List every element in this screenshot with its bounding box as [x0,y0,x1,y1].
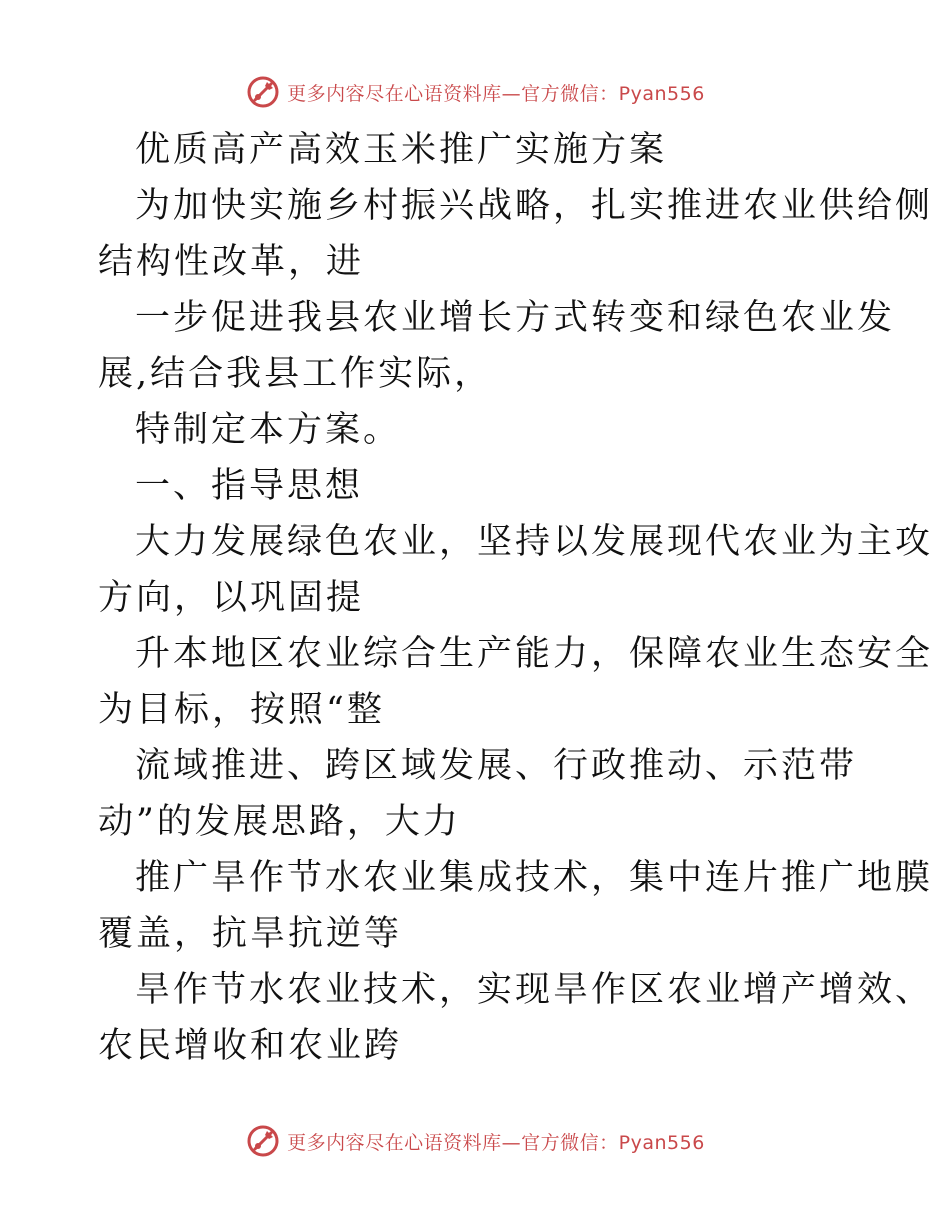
document-title: 优质高产高效玉米推广实施方案 [135,130,668,170]
text-line: 覆盖，抗旱抗逆等 [98,914,403,954]
footer-watermark [0,1121,950,1161]
header-watermark [0,72,950,112]
document-body [98,122,934,1074]
text-line: 动”的发展思路，大力 [98,802,461,842]
text-line: 升本地区农业综合生产能力，保障农业生态安全 [135,634,934,674]
text-line: 一步促进我县农业增长方式转变和绿色农业发 [135,298,896,338]
text-line: 特制定本方案。 [135,410,402,450]
text-line: 农民增收和农业跨 [98,1026,403,1066]
watermark-logo-icon [245,74,281,110]
text-line: 为加快实施乡村振兴战略，扎实推进农业供给侧 [135,186,934,226]
watermark-text: 更多内容尽在心语资料库—官方微信：Pyan556 [287,82,705,105]
watermark-logo-icon [245,1123,281,1159]
text-line: 推广旱作节水农业集成技术，集中连片推广地膜 [135,858,934,898]
text-line: 流域推进、跨区域发展、行政推动、示范带 [135,746,858,786]
text-line: 大力发展绿色农业，坚持以发展现代农业为主攻 [135,522,934,562]
text-line: 结构性改革，进 [98,242,365,282]
text-line: 为目标，按照“整 [98,690,385,730]
text-line: 方向，以巩固提 [98,578,365,618]
section-heading: 一、指导思想 [135,466,364,506]
watermark-text: 更多内容尽在心语资料库—官方微信：Pyan556 [287,1131,705,1154]
text-line: 展,结合我县工作实际， [98,354,493,394]
text-line: 旱作节水农业技术，实现旱作区农业增产增效、 [135,970,934,1010]
